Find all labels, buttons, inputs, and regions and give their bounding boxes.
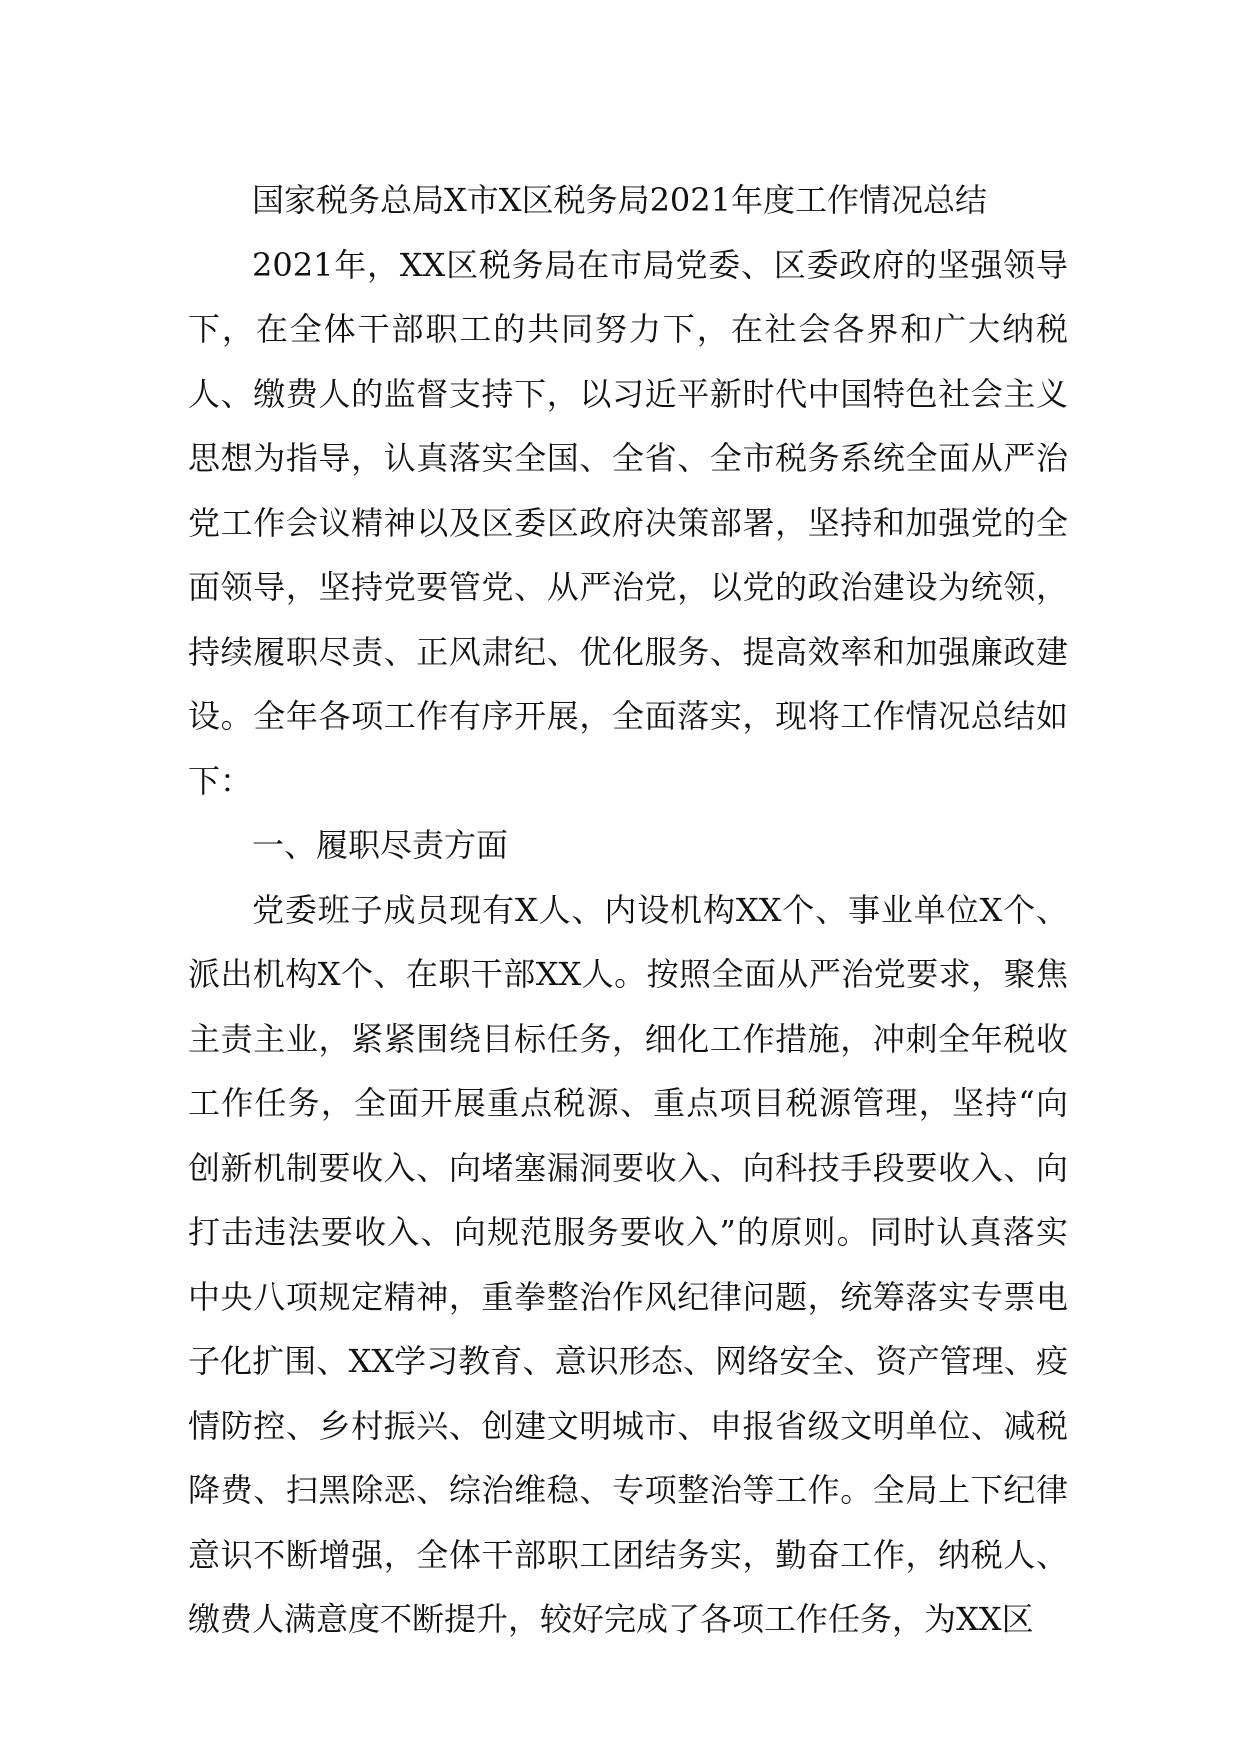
section-body-paragraph: 党委班子成员现有X人、内设机构XX个、事业单位X个、派出机构X个、在职干部XX人。按照全面从严治党要求，聚焦主责主业，紧紧围绕目标任务，细化工作措施，冲刺全年税收工作任务，全面开展重点税源、重点项目税源管理，坚持“向创新机制要收入、向堵塞漏洞要收入、向科技手段要收入、向打击违法要收入、向规范服务要收入”的原则。同时认真落实中央八项规定精神，重拳整治作风纪律问题，统筹落实专票电子化扩围、XX学习教育、意识形态、网络安全、资产管理、疫情防控、乡村振兴、创建文明城市、申报省级文明单位、减税降费、扫黑除恶、综治维稳、专项整治等工作。全局上下纪律意识不断增强，全体干部职工团结务实，勤奋工作，纳税人、缴费人满意度不断提升，较好完成了各项工作任务，为XX区 [188,890,1068,1638]
intro-paragraph: 2021年，XX区税务局在市局党委、区委政府的坚强领导下，在全体干部职工的共同努力下，在社会各界和广大纳税人、缴费人的监督支持下，以习近平新时代中国特色社会主义思想为指导，认真落实全国、全省、全市税务系统全面从严治党工作会议精神以及区委区政府决策部署，坚持和加强党的全面领导，坚持党要管党、从严治党，以党的政治建设为统领，持续履职尽责、正风肃纪、优化服务、提高效率和加强廉政建设。全年各项工作有序开展，全面落实，现将工作情况总结如下： [188,245,1068,800]
document-body [188,168,1068,1652]
document-title: 国家税务总局X市X区税务局2021年度工作情况总结 [252,181,988,219]
section-heading: 一、履职尽责方面 [252,826,509,864]
